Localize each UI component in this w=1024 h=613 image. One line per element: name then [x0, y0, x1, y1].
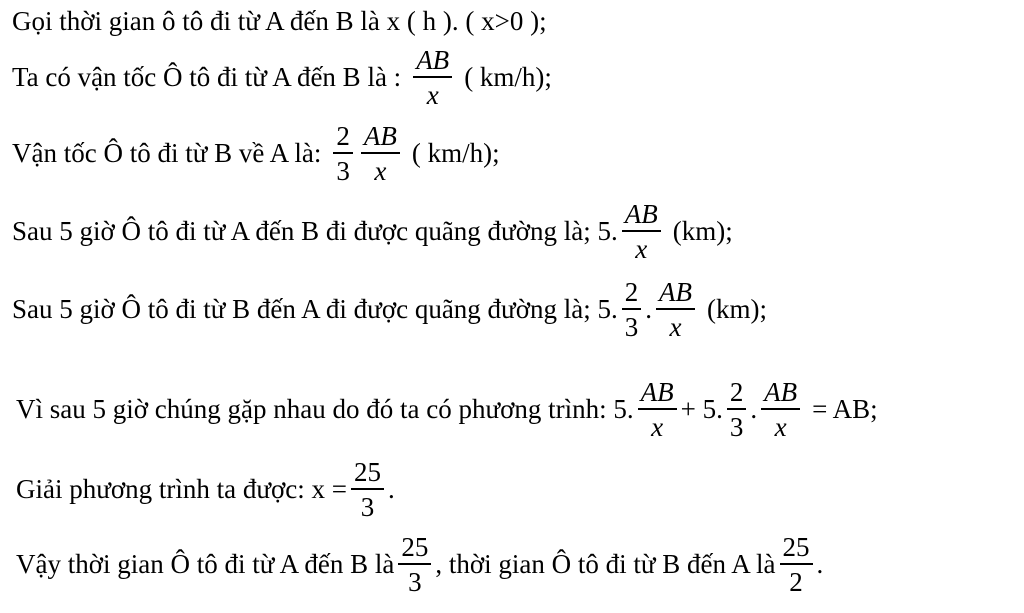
line-4 — [12, 200, 733, 264]
denominator: 3 — [624, 312, 639, 343]
denominator: x — [651, 412, 664, 443]
line-1 — [12, 8, 547, 35]
fraction-two-thirds — [333, 122, 353, 186]
denominator: x — [669, 312, 682, 343]
denominator: x — [374, 156, 387, 187]
fraction-two-thirds — [622, 278, 642, 342]
fraction-ab-over-x — [656, 278, 695, 342]
line-4-post: (km); — [672, 216, 733, 247]
multiply-dot: . — [750, 394, 758, 425]
line-5 — [12, 278, 767, 342]
line-8-mid: , thời gian Ô tô đi từ B đến A là — [435, 549, 776, 580]
numerator: AB — [413, 46, 452, 78]
denominator: x — [774, 412, 787, 443]
numerator: AB — [656, 278, 695, 310]
line-8 — [16, 533, 823, 597]
fraction-ab-over-x — [413, 46, 452, 110]
line-8-post: . — [816, 549, 824, 580]
line-6 — [16, 378, 878, 442]
fraction-ab-over-x — [622, 200, 661, 264]
fraction-ab-over-x — [761, 378, 800, 442]
line-8-pre: Vậy thời gian Ô tô đi từ A đến B là — [16, 549, 395, 580]
numerator: AB — [761, 378, 800, 410]
line-6-mid: + 5. — [680, 394, 723, 425]
line-1-text: Gọi thời gian ô tô đi từ A đến B là x ( h ). ( x>0 ); — [12, 6, 547, 36]
line-3-pre: Vận tốc Ô tô đi từ B về A là: — [12, 138, 322, 169]
denominator: 2 — [789, 567, 803, 598]
line-5-post: (km); — [706, 294, 767, 325]
numerator: 25 — [351, 458, 384, 490]
line-2-pre: Ta có vận tốc Ô tô đi từ A đến B là : — [12, 62, 402, 93]
numerator: AB — [638, 378, 677, 410]
line-3-post: ( km/h); — [411, 138, 500, 169]
numerator: 2 — [333, 122, 353, 154]
fraction-25-over-3 — [398, 533, 431, 597]
fraction-two-thirds — [727, 378, 747, 442]
line-4-pre: Sau 5 giờ Ô tô đi từ A đến B đi được quãng đường là; 5. — [12, 216, 618, 247]
numerator: AB — [622, 200, 661, 232]
fraction-25-over-2 — [780, 533, 813, 597]
denominator: 3 — [408, 567, 422, 598]
line-2 — [12, 46, 552, 110]
line-2-post: ( km/h); — [464, 62, 552, 93]
denominator: 3 — [360, 492, 375, 523]
fraction-25-over-3 — [351, 458, 384, 522]
numerator: 2 — [622, 278, 642, 310]
fraction-ab-over-x — [361, 122, 400, 186]
line-6-post: = AB; — [812, 394, 878, 425]
numerator: 25 — [398, 533, 431, 565]
denominator: x — [635, 234, 648, 265]
denominator: x — [426, 80, 439, 111]
line-7 — [16, 458, 395, 522]
numerator: 2 — [727, 378, 747, 410]
line-7-pre: Giải phương trình ta được: x = — [16, 474, 348, 505]
denominator: 3 — [729, 412, 744, 443]
fraction-ab-over-x — [638, 378, 677, 442]
line-3 — [12, 122, 500, 186]
line-7-post: . — [388, 474, 395, 505]
numerator: AB — [361, 122, 400, 154]
denominator: 3 — [336, 156, 350, 187]
line-5-pre: Sau 5 giờ Ô tô đi từ B đến A đi được quãng đường là; 5. — [12, 294, 618, 325]
multiply-dot: . — [645, 294, 652, 325]
numerator: 25 — [780, 533, 813, 565]
line-6-pre: Vì sau 5 giờ chúng gặp nhau do đó ta có phương trình: 5. — [16, 394, 634, 425]
